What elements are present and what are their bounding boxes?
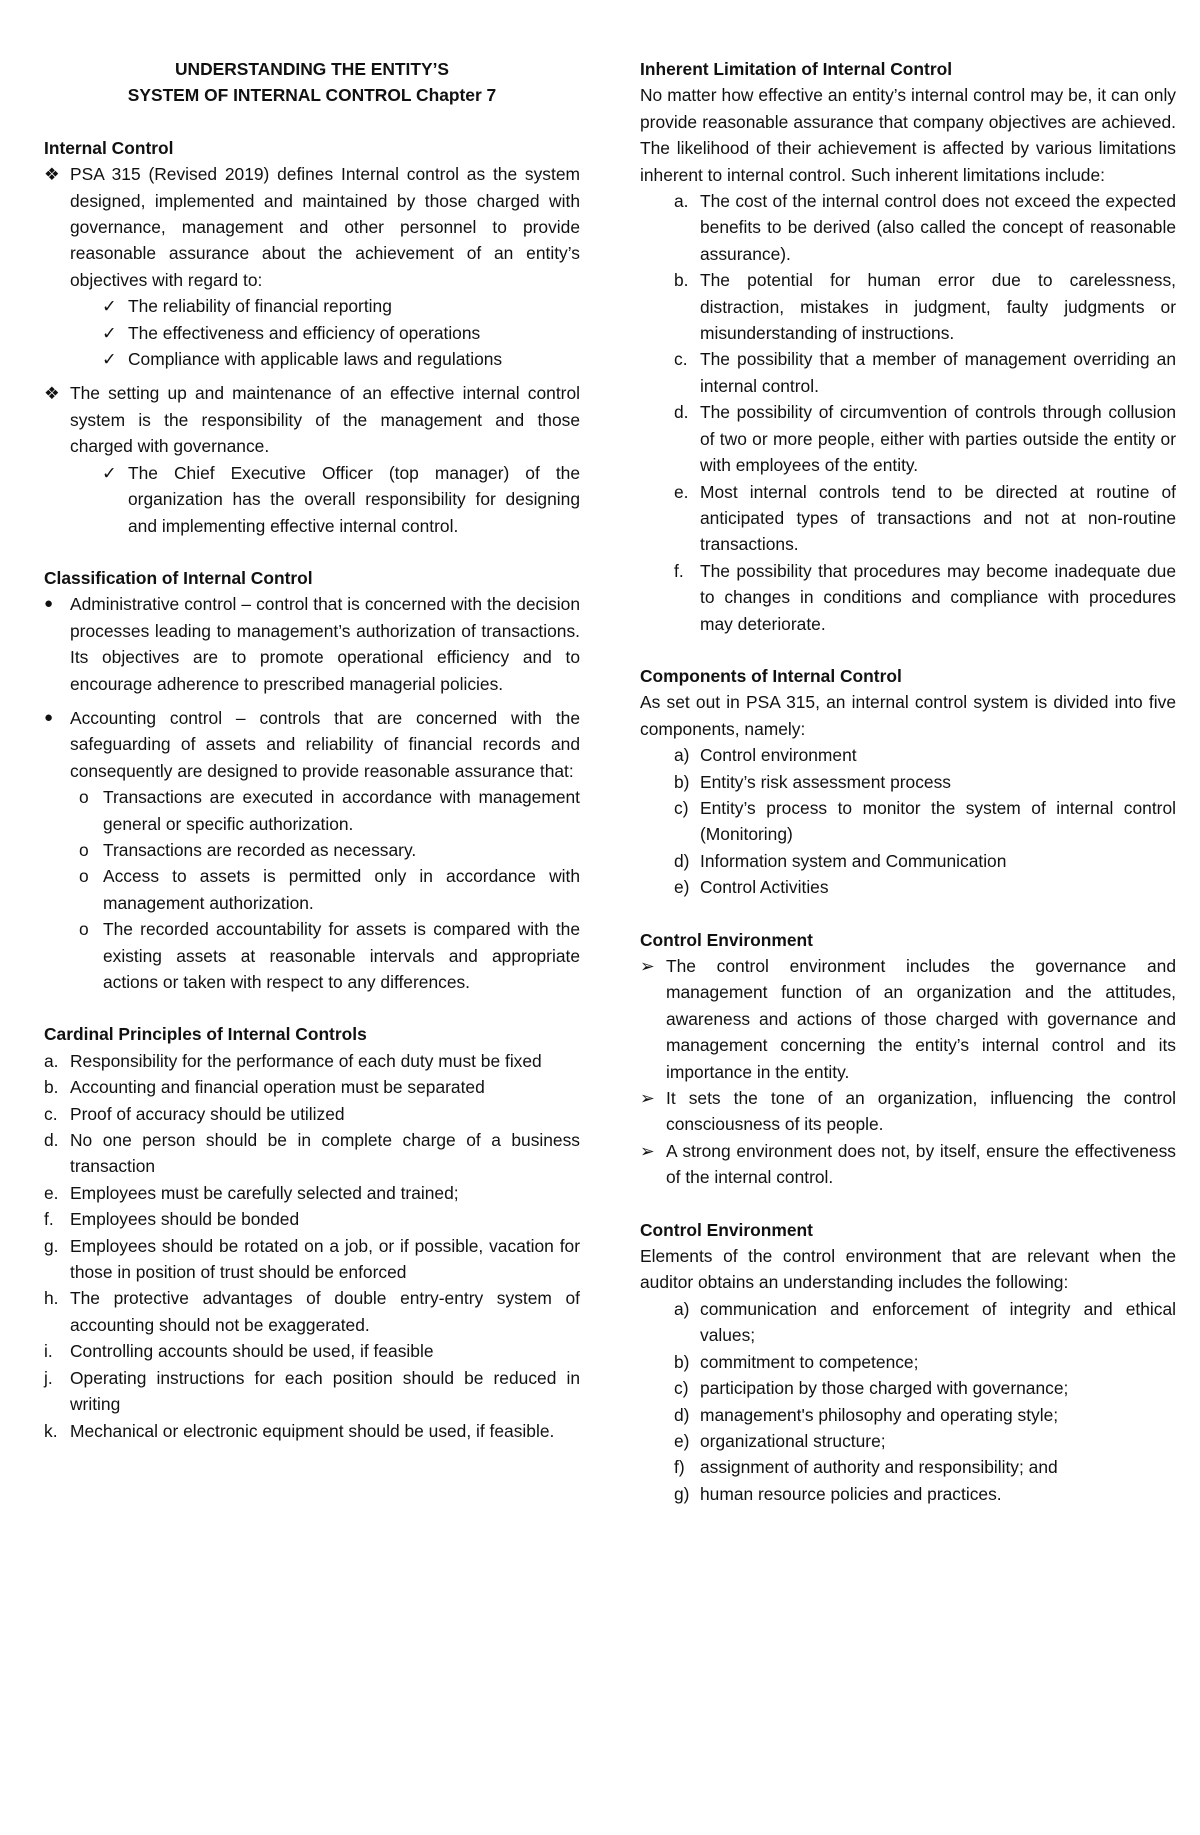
- list-marker: f.: [44, 1209, 54, 1230]
- inherent-limitation-item: [640, 267, 1176, 346]
- arrow-bullet-icon: ➢: [640, 1140, 655, 1161]
- control-environment-point: ➢ The control environment includes the governance and management function of an organization and the attitudes, awareness and actions of those charged with governance and management concerning the entity’s internal control and its importance in the entity.: [640, 953, 1176, 1085]
- administrative-control-item: ● Administrative control – control that is concerned with the decision processes leading to management’s authorization of transactions. Its objectives are to promote operational efficiency and to encourage adherence to prescribed managerial policies.: [44, 591, 580, 697]
- circle-bullet-icon: o: [79, 866, 89, 887]
- cardinal-principle-item: [44, 1101, 580, 1127]
- title-line-2: SYSTEM OF INTERNAL CONTROL Chapter 7: [127, 85, 497, 106]
- inherent-limitation-item: [640, 479, 1176, 558]
- list-item-text: Information system and Communication: [700, 850, 1007, 871]
- list-item-text: organizational structure;: [700, 1430, 886, 1451]
- list-marker: a.: [44, 1050, 59, 1071]
- assurance-sub-item: o Transactions are executed in accordance with management general or specific authorization.: [44, 784, 580, 837]
- inherent-limitation-item: [640, 558, 1176, 637]
- right-column: [640, 56, 1176, 1835]
- control-environment-heading: Control Environment: [640, 929, 813, 950]
- inherent-limitation-item: [640, 346, 1176, 399]
- cardinal-principle-item: [44, 1048, 580, 1074]
- list-marker: d.: [674, 402, 689, 423]
- list-marker: e.: [44, 1182, 59, 1203]
- list-marker: f.: [674, 560, 684, 581]
- list-item-text: Proof of accuracy should be utilized: [70, 1103, 345, 1124]
- cardinal-principles-heading: Cardinal Principles of Internal Controls: [44, 1024, 367, 1045]
- control-environment-elements-intro: Elements of the control environment that are relevant when the auditor obtains an understanding includes the following:: [640, 1246, 1176, 1293]
- list-marker: c.: [674, 349, 688, 370]
- arrow-bullet-icon: ➢: [640, 956, 655, 976]
- list-item-text: The possibility that a member of management overriding an internal control.: [700, 349, 1176, 396]
- list-marker: c): [674, 797, 689, 818]
- list-item-text: assignment of authority and responsibility; and: [700, 1457, 1058, 1478]
- round-bullet-icon: ●: [44, 595, 54, 613]
- list-item-text: Employees should be rotated on a job, or if possible, vacation for those in position of trust should be enforced: [70, 1235, 580, 1283]
- assurance-sub-item: o Transactions are recorded as necessary.: [44, 837, 580, 863]
- inherent-limitation-heading: Inherent Limitation of Internal Control: [640, 59, 953, 79]
- round-bullet-icon: ●: [44, 708, 54, 726]
- list-item-text: No one person should be in complete charge of a business transaction: [70, 1130, 580, 1177]
- inherent-limitation-intro: No matter how effective an entity’s internal control may be, it can only provide reasonable assurance that company objectives are achieved. The likelihood of their achievement is affected by various limitations inherent to internal control. Such inherent limitations include:: [640, 85, 1176, 185]
- checkmark-icon: ✓: [102, 349, 117, 370]
- list-item-text: Employees should be bonded: [70, 1209, 300, 1230]
- list-item-text: human resource policies and practices.: [700, 1483, 1002, 1504]
- list-marker: f): [674, 1457, 685, 1478]
- list-marker: h.: [44, 1288, 59, 1309]
- diamond-bullet-icon: ❖: [44, 383, 60, 404]
- components-heading: Components of Internal Control: [640, 665, 902, 686]
- control-environment-element-item: [640, 1428, 1176, 1454]
- list-item-text: Controlling accounts should be used, if feasible: [70, 1341, 434, 1362]
- components-list: [640, 742, 1176, 900]
- list-marker: a): [674, 1298, 690, 1319]
- circle-bullet-icon: o: [79, 919, 89, 940]
- circle-bullet-icon: o: [79, 839, 89, 860]
- internal-control-point-1-text: PSA 315 (Revised 2019) defines Internal control as the system designed, implemented and maintained by those charged with governance, management and other personnel to provide reasonable assurance about the achievement of an entity’s objectives with regard to:: [70, 164, 580, 290]
- cardinal-principles-list: [44, 1048, 580, 1444]
- objective-check-item: ✓ The effectiveness and efficiency of operations: [44, 320, 580, 346]
- inherent-limitation-item: [640, 399, 1176, 478]
- list-marker: e.: [674, 481, 689, 502]
- list-item-text: Entity’s process to monitor the system of internal control (Monitoring): [700, 797, 1176, 845]
- cardinal-principle-item: [44, 1180, 580, 1206]
- components-intro: As set out in PSA 315, an internal control system is divided into five components, namely:: [640, 692, 1176, 739]
- checkmark-icon: ✓: [102, 462, 117, 483]
- component-item: [640, 795, 1176, 848]
- arrow-bullet-icon: ➢: [640, 1088, 655, 1109]
- classification-heading: Classification of Internal Control: [44, 567, 313, 588]
- objective-check-item: ✓ Compliance with applicable laws and regulations: [44, 346, 580, 372]
- control-environment-element-item: [640, 1402, 1176, 1428]
- list-item-text: The protective advantages of double entry-entry system of accounting should not be exaggerated.: [70, 1288, 580, 1335]
- cardinal-principle-item: [44, 1074, 580, 1100]
- control-environment-elements-list: [640, 1296, 1176, 1507]
- objective-check-item: ✓ The reliability of financial reporting: [44, 293, 580, 319]
- list-marker: j.: [44, 1367, 53, 1388]
- list-item-text: Mechanical or electronic equipment should be used, if feasible.: [70, 1420, 555, 1441]
- inherent-limitation-list: [640, 188, 1176, 637]
- list-marker: a): [674, 745, 690, 766]
- control-environment-element-item: [640, 1375, 1176, 1401]
- internal-control-point-1: [44, 161, 580, 293]
- ceo-check-item: ✓ The Chief Executive Officer (top manager) of the organization has the overall responsibility for designing and implementing effective internal control.: [44, 460, 580, 539]
- control-environment-element-item: [640, 1296, 1176, 1349]
- assurance-sub-item: o The recorded accountability for assets is compared with the existing assets at reasonable intervals and appropriate actions or taken with respect to any differences.: [44, 916, 580, 995]
- list-marker: e): [674, 1430, 690, 1451]
- list-marker: i.: [44, 1341, 53, 1362]
- cardinal-principle-item: [44, 1418, 580, 1444]
- list-marker: b): [674, 1351, 690, 1372]
- title-line-1: UNDERSTANDING THE ENTITY’S: [174, 59, 450, 79]
- list-item-text: Employees must be carefully selected and trained;: [70, 1182, 459, 1203]
- internal-control-point-2: ❖ The setting up and maintenance of an effective internal control system is the responsibility of the management and those charged with governance.: [44, 380, 580, 459]
- inherent-limitation-item: [640, 188, 1176, 267]
- cardinal-principle-item: [44, 1338, 580, 1364]
- control-environment-point: ➢ A strong environment does not, by itself, ensure the effectiveness of the internal control.: [640, 1138, 1176, 1191]
- list-item-text: The cost of the internal control does not exceed the expected benefits to be derived (also called the concept of reasonable assurance).: [700, 191, 1176, 264]
- list-item-text: Control Activities: [700, 877, 829, 898]
- checkmark-icon: ✓: [102, 322, 117, 343]
- list-item-text: The possibility of circumvention of controls through collusion of two or more people, either with parties outside the entity or with employees of the entity.: [700, 402, 1176, 476]
- cardinal-principle-item: [44, 1233, 580, 1286]
- component-item: [640, 848, 1176, 874]
- accounting-control-item: ● Accounting control – controls that are concerned with the safeguarding of assets and reliability of financial records and consequently are designed to provide reasonable assurance that:: [44, 705, 580, 784]
- component-item: [640, 769, 1176, 795]
- list-marker: d.: [44, 1130, 59, 1151]
- list-marker: d): [674, 850, 690, 871]
- list-marker: b.: [44, 1077, 59, 1098]
- list-item-text: Responsibility for the performance of each duty must be fixed: [70, 1050, 542, 1071]
- list-marker: b): [674, 771, 690, 792]
- list-item-text: commitment to competence;: [700, 1351, 919, 1372]
- list-marker: g): [674, 1483, 690, 1504]
- cardinal-principle-item: [44, 1127, 580, 1180]
- list-item-text: management's philosophy and operating style;: [700, 1404, 1059, 1425]
- list-item-text: Operating instructions for each position should be reduced in writing: [70, 1367, 580, 1415]
- checkmark-icon: ✓: [102, 296, 117, 317]
- list-item-text: Entity’s risk assessment process: [700, 771, 951, 792]
- control-environment-element-item: [640, 1481, 1176, 1507]
- list-marker: b.: [674, 270, 689, 291]
- cardinal-principle-item: [44, 1206, 580, 1232]
- control-environment-element-item: [640, 1454, 1176, 1480]
- list-item-text: Accounting and financial operation must be separated: [70, 1077, 485, 1098]
- list-marker: c.: [44, 1103, 58, 1124]
- list-marker: k.: [44, 1420, 58, 1441]
- list-marker: e): [674, 877, 690, 898]
- cardinal-principle-item: [44, 1285, 580, 1338]
- list-item-text: The possibility that procedures may become inadequate due to changes in conditions and compliance with procedures may deteriorate.: [700, 560, 1176, 634]
- control-environment-point: ➢ It sets the tone of an organization, influencing the control consciousness of its people.: [640, 1085, 1176, 1138]
- component-item: [640, 742, 1176, 768]
- list-item-text: Most internal controls tend to be directed at routine of anticipated types of transactions and not at non-routine transactions.: [700, 481, 1176, 555]
- cardinal-principle-item: [44, 1365, 580, 1418]
- document-title: [44, 56, 580, 109]
- control-environment-elements-heading: Control Environment: [640, 1219, 813, 1240]
- diamond-bullet-icon: ❖: [44, 164, 60, 185]
- list-item-text: communication and enforcement of integrity and ethical values;: [700, 1298, 1176, 1346]
- assurance-sub-item: o Access to assets is permitted only in accordance with management authorization.: [44, 863, 580, 916]
- circle-bullet-icon: o: [79, 787, 89, 808]
- list-item-text: The potential for human error due to carelessness, distraction, mistakes in judgment, faulty judgments or misunderstanding of instructions.: [700, 270, 1176, 344]
- list-marker: c): [674, 1378, 689, 1399]
- list-marker: a.: [674, 191, 689, 212]
- component-item: [640, 874, 1176, 900]
- left-column: [44, 56, 580, 1835]
- list-item-text: participation by those charged with governance;: [700, 1378, 1069, 1399]
- list-item-text: Control environment: [700, 745, 857, 766]
- control-environment-element-item: [640, 1349, 1176, 1375]
- list-marker: g.: [44, 1235, 59, 1256]
- list-marker: d): [674, 1404, 690, 1425]
- internal-control-heading: Internal Control: [44, 137, 174, 158]
